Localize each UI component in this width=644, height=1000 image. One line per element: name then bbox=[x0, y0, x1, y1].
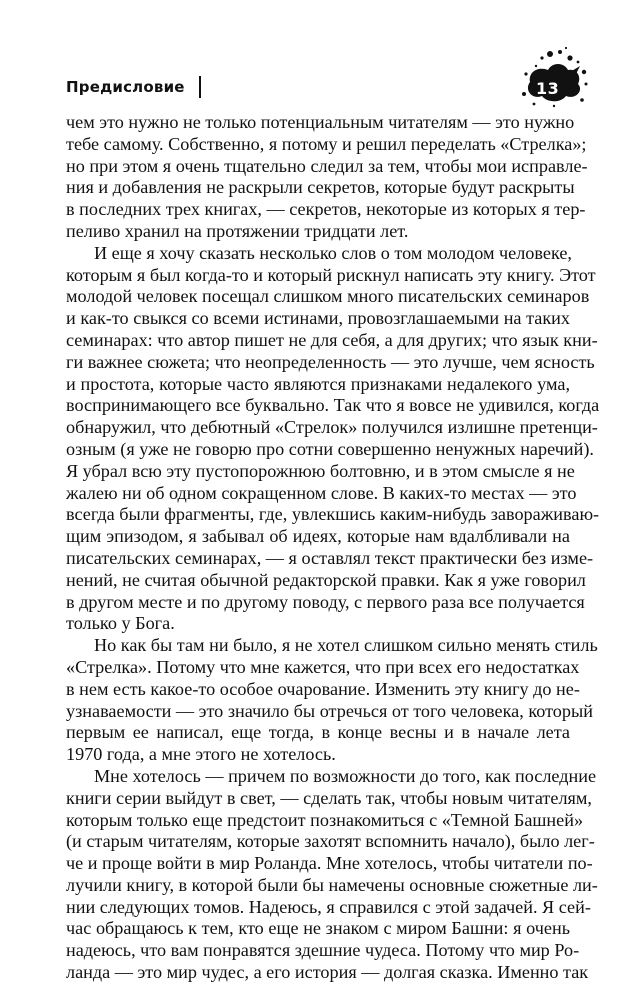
text-line: жалею ни об одном сокращенном слове. В каких-то местах — это bbox=[66, 482, 577, 503]
text-line: чем это нужно не только потенциальным читателям — это нужно bbox=[66, 112, 575, 132]
text-line: (и старым читателям, которые захотят вспомнить начало), было лег- bbox=[66, 831, 595, 852]
text-line: час обращаюсь к тем, кто еще не знаком с миром Башни: я очень bbox=[66, 918, 570, 939]
text-line: которым я был когда-то и который рискнул написать эту книгу. Этот bbox=[66, 264, 596, 285]
text-line: надеюсь, что вам понравятся здешние чудеса. Потому что мир Ро- bbox=[66, 940, 580, 961]
text-line: молодой человек посещал слишком много писательских семинаров bbox=[66, 286, 590, 307]
page-number: 13 bbox=[536, 79, 560, 98]
text-line: узнаваемости — это значило бы отречься от того человека, который bbox=[66, 700, 593, 721]
text-line: Мне хотелось — причем по возможности до того, как последние bbox=[94, 765, 597, 786]
text-line: пеливо хранил на протяжении тридцати лет. bbox=[66, 220, 409, 241]
text-line: в последних трех книгах, — секретов, некоторые из которых я тер- bbox=[66, 199, 586, 220]
page-number-badge bbox=[520, 44, 590, 108]
ink-splatter-icon bbox=[520, 44, 590, 108]
text-line: И еще я хочу сказать несколько слов о том молодом человеке, bbox=[94, 242, 572, 263]
text-line: и как-то свыкся со всеми истинами, провозглашаемыми на таких bbox=[66, 308, 570, 329]
text-line: Но как бы там ни было, я не хотел слишком сильно менять стиль bbox=[94, 635, 598, 656]
running-head bbox=[66, 74, 201, 100]
text-line: только у Бога. bbox=[66, 613, 175, 634]
text-line: обнаружил, что дебютный «Стрелок» получился излишне претенци- bbox=[66, 417, 598, 438]
text-line: ния и добавления не раскрыли секретов, которые будут раскрыты bbox=[66, 177, 575, 198]
text-line: и простота, которые часто являются признаками недалекого ума, bbox=[66, 373, 570, 394]
text-line: ги важнее сюжета; что неопределенность — это лучше, чем ясность bbox=[66, 351, 595, 372]
text-line: семинарах: что автор пишет не для себя, а для других; что язык кни- bbox=[66, 329, 598, 350]
text-line: нений, не считая обычной редакторской правки. Как я уже говорил bbox=[66, 569, 586, 590]
text-line: нии следующих томов. Надеюсь, я справился с этой задачей. Я сей- bbox=[66, 896, 591, 917]
section-title: Предисловие bbox=[66, 78, 185, 96]
text-line: книги серии выйдут в свет, — сделать так, чтобы новым читателям, bbox=[66, 787, 592, 808]
text-line: щим эпизодом, я забывал об идеях, которые нам вдалбливали на bbox=[66, 526, 570, 547]
text-line: в нем есть какое-то особое очарование. Изменить эту книгу до не- bbox=[66, 678, 580, 699]
text-line: ланда — это мир чудес, а его история — долгая сказка. Именно так bbox=[66, 962, 589, 983]
body-text bbox=[66, 112, 600, 984]
text-line: «Стрелка». Потому что мне кажется, что при всех его недостатках bbox=[66, 656, 580, 677]
text-line: в другом месте и по другому поводу, с первого раза все получается bbox=[66, 591, 585, 612]
text-line: воспринимающего все буквально. Так что я вовсе не удивился, когда bbox=[66, 395, 600, 416]
text-line: первым ее написал, еще тогда, в конце весны и в начале лета bbox=[66, 722, 570, 743]
text-line: писательских семинарах, — я оставлял текст практически без изме- bbox=[66, 547, 594, 568]
text-line: че и проще войти в мир Роланда. Мне хотелось, чтобы читатели по- bbox=[66, 853, 593, 874]
text-line: озным (я уже не говорю про сотни совершенно ненужных наречий). bbox=[66, 438, 594, 459]
header-divider bbox=[199, 76, 201, 98]
text-line: Я убрал всю эту пустопорожнюю болтовню, и в этом смысле я не bbox=[66, 460, 575, 481]
text-line: всегда были фрагменты, где, увлекшись каким-нибудь завораживаю- bbox=[66, 504, 600, 525]
text-line: которым только еще предстоит познакомиться с «Темной Башней» bbox=[66, 809, 584, 830]
text-line: но при этом я очень тщательно следил за тем, чтобы мои исправле- bbox=[66, 155, 588, 176]
text-line: 1970 года, а мне этого не хотелось. bbox=[66, 744, 336, 765]
text-line: тебе самому. Собственно, я потому и решил переделать «Стрелка»; bbox=[66, 133, 587, 154]
text-line: лучили книгу, в которой были бы намечены основные сюжетные ли- bbox=[66, 874, 598, 895]
